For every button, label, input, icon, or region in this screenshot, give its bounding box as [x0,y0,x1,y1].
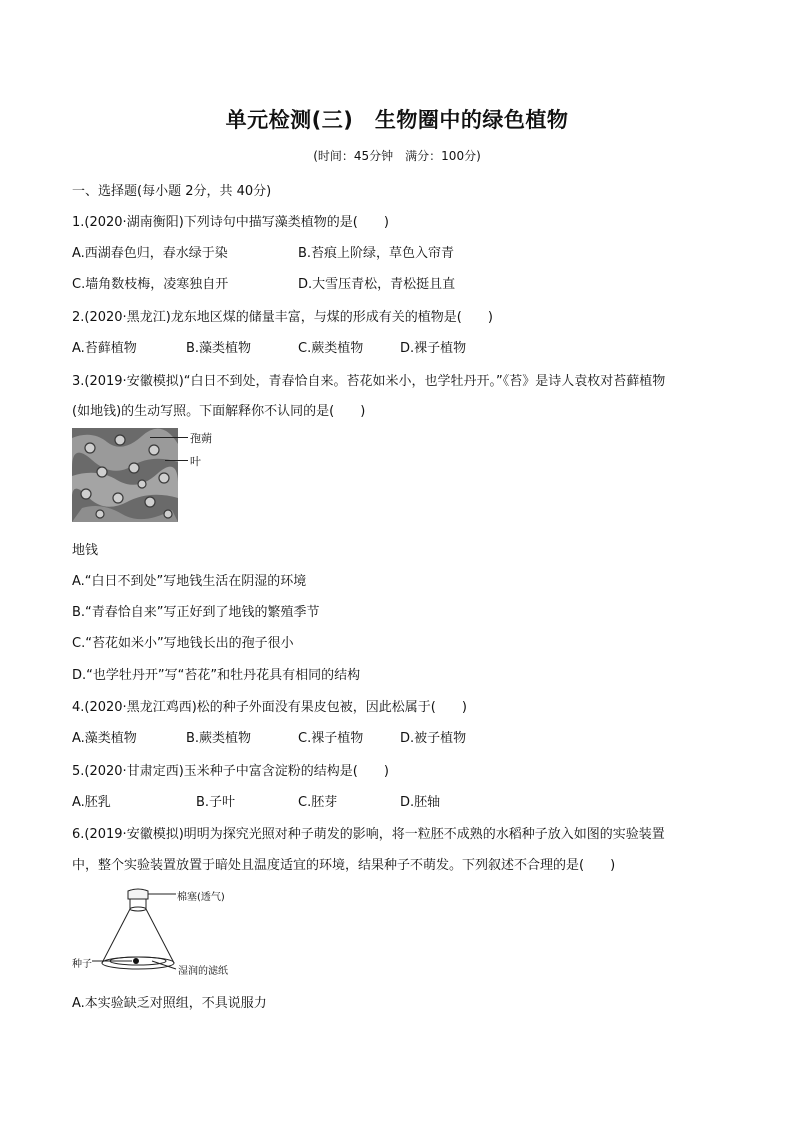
question-1-option-d[interactable]: D.大雪压青松，青松挺且直 [298,277,456,292]
question-5-option-c[interactable]: C.胚芽 [298,795,338,810]
seed-label: 种子 [72,959,92,970]
question-4-option-d[interactable]: D.被子植物 [400,731,467,746]
question-5-option-d[interactable]: D.胚轴 [400,795,441,810]
photo-caption: 地钱 [72,543,99,558]
capsule-pointer [150,437,188,438]
question-3-option-d[interactable]: D.“也学牡丹开”写“苔花”和牡丹花具有相同的结构 [72,668,361,683]
question-3-option-c[interactable]: C.“苔花如米小”写地钱长出的孢子很小 [72,636,294,651]
capsule-label: 孢蒴 [190,432,212,445]
question-3-option-b[interactable]: B.“青春恰自来”写正好到了地钱的繁殖季节 [72,605,320,620]
page-title: 单元检测(三) 生物圈中的绿色植物 [225,108,569,132]
question-1-option-c[interactable]: C.墙角数枝梅，凌寒独自开 [72,277,229,292]
question-5-option-a[interactable]: A.胚乳 [72,795,111,810]
germination-apparatus-diagram [72,885,272,981]
question-1-option-b[interactable]: B.苔痕上阶绿，草色入帘青 [298,246,455,261]
question-6-option-a[interactable]: A.本实验缺乏对照组，不具说服力 [72,996,267,1011]
wet-filter-paper-label: 湿润的滤纸 [178,966,228,977]
question-1-option-a[interactable]: A.西湖春色归，春水绿于染 [72,246,228,261]
question-3-stem-line-1: 3.(2019·安徽模拟)“白日不到处，青春恰自来。苔花如米小，也学牡丹开。”《苔》是诗人袁枚对苔藓植物 [72,374,666,389]
question-3-option-a[interactable]: A.“白日不到处”写地钱生活在阴湿的环境 [72,574,307,589]
liverwort-photo [72,428,178,522]
question-2-option-c[interactable]: C.蕨类植物 [298,341,364,356]
question-5-option-b[interactable]: B.子叶 [196,795,236,810]
question-3-stem-line-2: (如地钱)的生动写照。下面解释你不认同的是( ) [72,404,366,419]
leaf-pointer [165,460,188,461]
question-5-stem: 5.(2020·甘肃定西)玉米种子中富含淀粉的结构是( ) [72,764,389,779]
exam-time-score: (时间：45分钟 满分：100分) [313,149,481,163]
question-1-stem: 1.(2020·湖南衡阳)下列诗句中描写藻类植物的是( ) [72,215,389,230]
section-heading: 一、选择题(每小题 2分，共 40分) [72,184,272,199]
question-4-option-c[interactable]: C.裸子植物 [298,731,364,746]
leaf-label: 叶 [190,455,201,468]
question-6-stem-line-1: 6.(2019·安徽模拟)明明为探究光照对种子萌发的影响，将一粒胚不成熟的水稻种子放入如图的实验装置 [72,827,665,842]
question-2-stem: 2.(2020·黑龙江)龙东地区煤的储量丰富，与煤的形成有关的植物是( ) [72,310,493,325]
cotton-plug-label: 棉塞(透气) [177,892,225,903]
question-2-option-d[interactable]: D.裸子植物 [400,341,467,356]
question-4-option-a[interactable]: A.藻类植物 [72,731,137,746]
question-4-option-b[interactable]: B.蕨类植物 [186,731,252,746]
question-2-option-b[interactable]: B.藻类植物 [186,341,252,356]
question-4-stem: 4.(2020·黑龙江鸡西)松的种子外面没有果皮包被，因此松属于( ) [72,700,467,715]
question-2-option-a[interactable]: A.苔藓植物 [72,341,137,356]
question-6-stem-line-2: 中，整个实验装置放置于暗处且温度适宜的环境，结果种子不萌发。下列叙述不合理的是( ) [72,858,616,873]
